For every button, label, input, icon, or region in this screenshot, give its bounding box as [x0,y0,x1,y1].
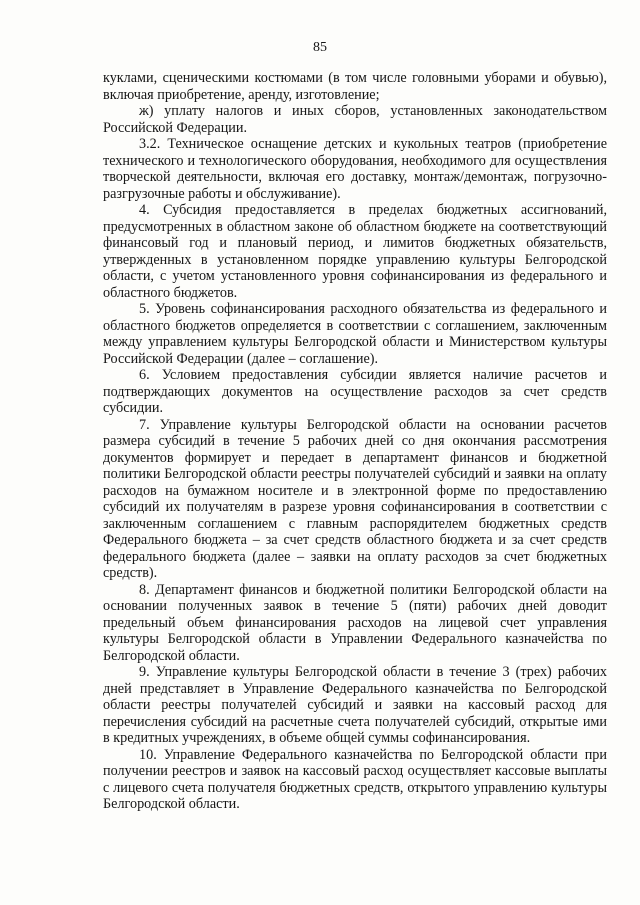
paragraph-9: 9. Управление культуры Белгородской области в течение 3 (трех) рабочих дней представляет в Управление Федерального казначейства по Белгородской области реестры получателей субсидий и заявки на кассовый расход для перечисления субсидий на расчетные счета получателей субсидий, открытые ими в кредитных учреждениях, в объеме общей суммы софинансирования. [103,664,607,746]
paragraph-3-2: 3.2. Техническое оснащение детских и кукольных театров (приобретение технического и технологического оборудования, необходимого для осуществления творческой деятельности, включая его доставку, монтаж/демонтаж, погрузочно-разгрузочные работы и обслуживание). [103,136,607,202]
paragraph-10: 10. Управление Федерального казначейства по Белгородской области при получении реестров и заявок на кассовый расход осуществляет кассовые выплаты с лицевого счета получателя бюджетных средств, открытого управлению культуры Белгородской области. [103,746,607,812]
paragraph-continuation: куклами, сценическими костюмами (в том числе головными уборами и обувью), включая приобретение, аренду, изготовление; [103,70,607,103]
paragraph-7: 7. Управление культуры Белгородской области на основании расчетов размера субсидий в течение 5 рабочих дней со дня окончания рассмотрения документов формирует и передает в департамент финансов и бюджетной политики Белгородской области реестры получателей субсидий и заявки на оплату расходов на бумажном носителе и в электронной форме по предоставлению субсидий их получателям в разрезе уровня софинансирования в соответствии с заключенным соглашением с главным распорядителем бюджетных средств Федерального бюджета – за счет средств областного бюджета и за счет средств федерального бюджета (далее – заявки на оплату расходов за счет бюджетных средств). [103,416,607,581]
document-body [103,70,607,813]
page-number: 85 [313,40,327,55]
paragraph-4: 4. Субсидия предоставляется в пределах бюджетных ассигнований, предусмотренных в областном законе об областном бюджете на соответствующий финансовый год и плановый период, и лимитов бюджетных обязательств, утвержденных в установленном порядке управлению культуры Белгородской области, с учетом установленного уровня софинансирования из федерального и областного бюджетов. [103,202,607,301]
paragraph-8: 8. Департамент финансов и бюджетной политики Белгородской области на основании полученных заявок в течение 5 (пяти) рабочих дней доводит предельный объем финансирования расходов на лицевой счет управления культуры Белгородской области в Управлении Федерального казначейства по Белгородской области. [103,581,607,664]
paragraph-6: 6. Условием предоставления субсидии является наличие расчетов и подтверждающих документов на осуществление расходов за счет средств субсидии. [103,367,607,416]
paragraph-item-zh: ж) уплату налогов и иных сборов, установленных законодательством Российской Федерации. [103,103,607,136]
paragraph-5: 5. Уровень софинансирования расходного обязательства из федерального и областного бюджетов определяется в соответствии с соглашением, заключенным между управлением культуры Белгородской области и Министерством культуры Российской Федерации (далее – соглашение). [103,301,607,367]
